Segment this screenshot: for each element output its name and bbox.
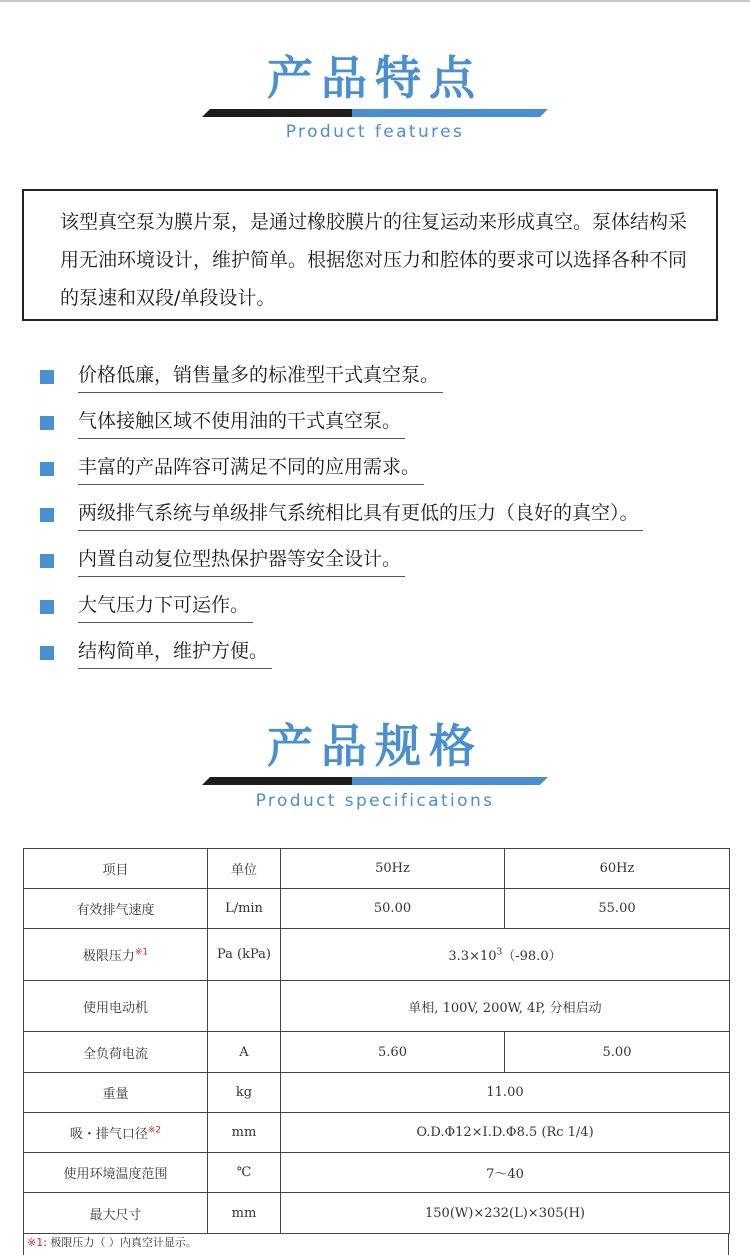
features-title: 产品特点 <box>267 51 483 105</box>
top-divider <box>0 0 750 2</box>
features-subtitle: Product features <box>285 122 465 142</box>
table-footnote: ※1: 极限压力（ ）内真空计显示。 <box>23 1233 729 1255</box>
bullet-square-icon <box>40 554 54 568</box>
specs-title-bar <box>202 777 548 785</box>
footnote-mark: ※1 <box>27 1236 44 1249</box>
header-60hz: 60Hz <box>505 849 730 889</box>
table-row: 有效排气速度 L/min 50.00 55.00 <box>24 889 730 929</box>
table-row: 重量 kg 11.00 <box>24 1073 730 1113</box>
table-row: 使用环境温度范围 ℃ 7～40 <box>24 1153 730 1193</box>
header-50hz: 50Hz <box>281 849 505 889</box>
table-row: 使用电动机 单相, 100V, 200W, 4P, 分相启动 <box>24 981 730 1032</box>
intro-box <box>22 189 718 321</box>
header-item: 项目 <box>24 849 208 889</box>
bullet-square-icon <box>40 370 54 384</box>
table-header-row <box>24 849 730 889</box>
specs-title: 产品规格 <box>267 719 483 773</box>
bullet-square-icon <box>40 508 54 522</box>
features-title-bar <box>202 109 548 117</box>
table-row: 全负荷电流 A 5.60 5.00 <box>24 1032 730 1073</box>
footnote-mark: ※1 <box>134 947 149 958</box>
bullet-square-icon <box>40 462 54 476</box>
spec-table <box>23 848 730 1234</box>
bullet-square-icon <box>40 416 54 430</box>
bullet-square-icon <box>40 646 54 660</box>
specs-subtitle: Product specifications <box>255 791 495 811</box>
header-unit: 单位 <box>208 849 281 889</box>
intro-text: 该型真空泵为膜片泵，是通过橡胶膜片的往复运动来形成真空。泵体结构采用无油环境设计，维护简单。根据您对压力和腔体的要求可以选择各种不同的泵速和双段/单段设计。 <box>60 211 688 309</box>
table-row: 极限压力$^{※1}$ Pa (kPa) $3.3\times 10^3(-98.0)$ <box>24 929 730 981</box>
footnote-mark: ※2 <box>147 1125 162 1136</box>
table-row: 最大尺寸 mm 150(W)×232(L)×305(H) <box>24 1193 730 1234</box>
table-row: 吸・排气口径$^{※2}$ mm O.D.Φ12×I.D.Φ8.5 (Rc 1/4) <box>24 1113 730 1153</box>
bullet-square-icon <box>40 600 54 614</box>
